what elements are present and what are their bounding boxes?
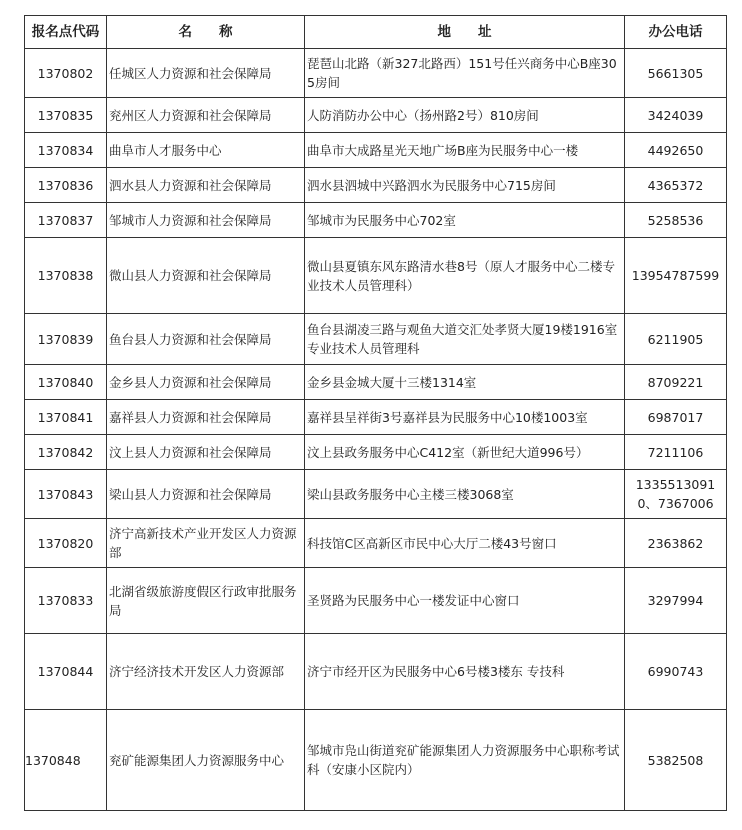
table-row bbox=[25, 98, 727, 133]
cell-address: 曲阜市大成路星光天地广场B座为民服务中心一楼 bbox=[305, 133, 625, 168]
cell-code: 1370837 bbox=[25, 203, 107, 238]
cell-phone: 7211106 bbox=[625, 435, 727, 470]
cell-code: 1370835 bbox=[25, 98, 107, 133]
table-row bbox=[25, 568, 727, 634]
cell-phone: 5258536 bbox=[625, 203, 727, 238]
cell-phone: 6987017 bbox=[625, 400, 727, 435]
cell-name: 金乡县人力资源和社会保障局 bbox=[107, 365, 305, 400]
table-row bbox=[25, 710, 727, 811]
cell-address: 琵琶山北路（新327北路西）151号任兴商务中心B座305房间 bbox=[305, 49, 625, 98]
cell-code: 1370844 bbox=[25, 634, 107, 710]
cell-phone: 3424039 bbox=[625, 98, 727, 133]
cell-code: 1370842 bbox=[25, 435, 107, 470]
cell-code: 1370833 bbox=[25, 568, 107, 634]
cell-name: 北湖省级旅游度假区行政审批服务局 bbox=[107, 568, 305, 634]
table-row bbox=[25, 314, 727, 365]
cell-phone: 6990743 bbox=[625, 634, 727, 710]
cell-code: 1370838 bbox=[25, 238, 107, 314]
table-row bbox=[25, 238, 727, 314]
cell-address: 嘉祥县呈祥街3号嘉祥县为民服务中心10楼1003室 bbox=[305, 400, 625, 435]
cell-code: 1370840 bbox=[25, 365, 107, 400]
cell-code: 1370843 bbox=[25, 470, 107, 519]
cell-phone: 4492650 bbox=[625, 133, 727, 168]
cell-address: 金乡县金城大厦十三楼1314室 bbox=[305, 365, 625, 400]
header-address: 地 址 bbox=[305, 16, 625, 49]
cell-code: 1370834 bbox=[25, 133, 107, 168]
table-header-row bbox=[25, 16, 727, 49]
cell-name: 汶上县人力资源和社会保障局 bbox=[107, 435, 305, 470]
cell-phone: 2363862 bbox=[625, 519, 727, 568]
cell-address: 人防消防办公中心（扬州路2号）810房间 bbox=[305, 98, 625, 133]
registration-points-table bbox=[24, 15, 727, 811]
cell-phone: 13954787599 bbox=[625, 238, 727, 314]
table-row bbox=[25, 470, 727, 519]
cell-address: 鱼台县湖凌三路与观鱼大道交汇处孝贤大厦19楼1916室专业技术人员管理科 bbox=[305, 314, 625, 365]
cell-address: 圣贤路为民服务中心一楼发证中心窗口 bbox=[305, 568, 625, 634]
cell-code: 1370802 bbox=[25, 49, 107, 98]
cell-address: 微山县夏镇东风东路清水巷8号（原人才服务中心二楼专业技术人员管理科） bbox=[305, 238, 625, 314]
cell-phone: 8709221 bbox=[625, 365, 727, 400]
cell-name: 济宁高新技术产业开发区人力资源部 bbox=[107, 519, 305, 568]
cell-phone: 13355130910、7367006 bbox=[625, 470, 727, 519]
cell-address: 邹城市凫山街道兖矿能源集团人力资源服务中心职称考试科（安康小区院内） bbox=[305, 710, 625, 811]
cell-address: 汶上县政务服务中心C412室（新世纪大道996号） bbox=[305, 435, 625, 470]
cell-name: 任城区人力资源和社会保障局 bbox=[107, 49, 305, 98]
table-row bbox=[25, 133, 727, 168]
cell-name: 兖州区人力资源和社会保障局 bbox=[107, 98, 305, 133]
cell-name: 泗水县人力资源和社会保障局 bbox=[107, 168, 305, 203]
cell-name: 曲阜市人才服务中心 bbox=[107, 133, 305, 168]
header-code: 报名点代码 bbox=[25, 16, 107, 49]
cell-name: 鱼台县人力资源和社会保障局 bbox=[107, 314, 305, 365]
table-row bbox=[25, 365, 727, 400]
cell-address: 梁山县政务服务中心主楼三楼3068室 bbox=[305, 470, 625, 519]
header-phone: 办公电话 bbox=[625, 16, 727, 49]
table-row bbox=[25, 634, 727, 710]
cell-address: 邹城市为民服务中心702室 bbox=[305, 203, 625, 238]
cell-code: 1370841 bbox=[25, 400, 107, 435]
header-name: 名 称 bbox=[107, 16, 305, 49]
cell-name: 微山县人力资源和社会保障局 bbox=[107, 238, 305, 314]
cell-name: 济宁经济技术开发区人力资源部 bbox=[107, 634, 305, 710]
cell-code: 1370836 bbox=[25, 168, 107, 203]
cell-phone: 3297994 bbox=[625, 568, 727, 634]
cell-address: 济宁市经开区为民服务中心6号楼3楼东 专技科 bbox=[305, 634, 625, 710]
cell-code: 1370848 bbox=[25, 710, 107, 811]
cell-address: 泗水县泗城中兴路泗水为民服务中心715房间 bbox=[305, 168, 625, 203]
cell-name: 嘉祥县人力资源和社会保障局 bbox=[107, 400, 305, 435]
cell-name: 梁山县人力资源和社会保障局 bbox=[107, 470, 305, 519]
table-row bbox=[25, 203, 727, 238]
cell-name: 兖矿能源集团人力资源服务中心 bbox=[107, 710, 305, 811]
cell-phone: 4365372 bbox=[625, 168, 727, 203]
cell-address: 科技馆C区高新区市民中心大厅二楼43号窗口 bbox=[305, 519, 625, 568]
table-row bbox=[25, 519, 727, 568]
table-row bbox=[25, 168, 727, 203]
cell-phone: 5661305 bbox=[625, 49, 727, 98]
cell-code: 1370820 bbox=[25, 519, 107, 568]
cell-phone: 6211905 bbox=[625, 314, 727, 365]
table-row bbox=[25, 400, 727, 435]
table-row bbox=[25, 435, 727, 470]
cell-name: 邹城市人力资源和社会保障局 bbox=[107, 203, 305, 238]
cell-code: 1370839 bbox=[25, 314, 107, 365]
cell-phone: 5382508 bbox=[625, 710, 727, 811]
table-row bbox=[25, 49, 727, 98]
